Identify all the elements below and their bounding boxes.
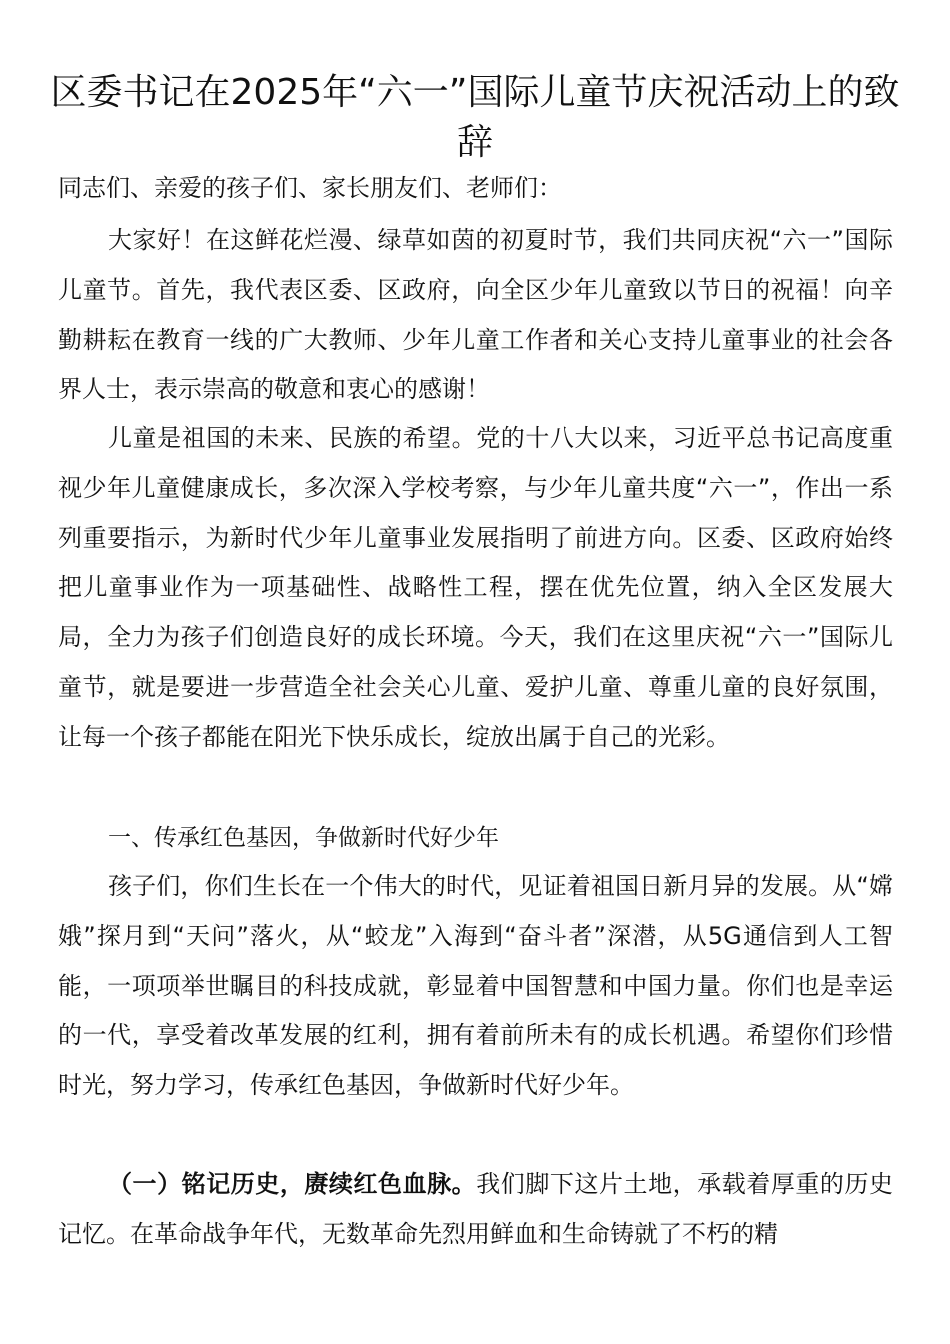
document-title: 区委书记在2025年“六一”国际儿童节庆祝活动上的致辞 xyxy=(50,72,900,163)
paragraph-children-future: 儿童是祖国的未来、民族的希望。党的十八大以来，习近平总书记高度重视少年儿童健康成长，多次深入学校考察，与少年儿童共度“六一”，作出一系列重要指示，为新时代少年儿童事业发展指明了前进方向。区委、区政府始终把儿童事业作为一项基础性、战略性工程，摆在优先位置，纳入全区发展大局，全力为孩子们创造良好的成长环境。今天，我们在这里庆祝“六一”国际儿童节，就是要进一步营造全社会关心儿童、爱护儿童、尊重儿童的良好氛围，让每一个孩子都能在阳光下快乐成长，绽放出属于自己的光彩。 xyxy=(58,424,893,751)
paragraph-text: 我们脚下这片土地，承载着厚重的历史记忆。在革命战争年代，无数革命先烈用鲜血和生命铸就了不朽的精 xyxy=(58,1170,894,1248)
subsection-heading: （一）铭记历史，赓续红色血脉。 xyxy=(108,1170,477,1198)
paragraph-greeting: 大家好！在这鲜花烂漫、绿草如茵的初夏时节，我们共同庆祝“六一”国际儿童节。首先，我代表区委、区政府，向全区少年儿童致以节日的祝福！向辛勤耕耘在教育一线的广大教师、少年儿童工作者和关心支持儿童事业的社会各界人士，表示崇高的敬意和衷心的感谢！ xyxy=(58,226,893,404)
salutation: 同志们、亲爱的孩子们、家长朋友们、老师们： xyxy=(58,174,562,202)
section-heading-1: 一、传承红色基因，争做新时代好少年 xyxy=(108,825,499,851)
paragraph-great-era: 孩子们，你们生长在一个伟大的时代，见证着祖国日新月异的发展。从“嫦娥”探月到“天问”落火，从“蛟龙”入海到“奋斗者”深潜，从5G通信到人工智能，一项项举世瞩目的科技成就，彰显着中国智慧和中国力量。你们也是幸运的一代，享受着改革发展的红利，拥有着前所未有的成长机遇。希望你们珍惜时光，努力学习，传承红色基因，争做新时代好少年。 xyxy=(58,872,893,1100)
paragraph-remember-history xyxy=(58,1160,893,1260)
